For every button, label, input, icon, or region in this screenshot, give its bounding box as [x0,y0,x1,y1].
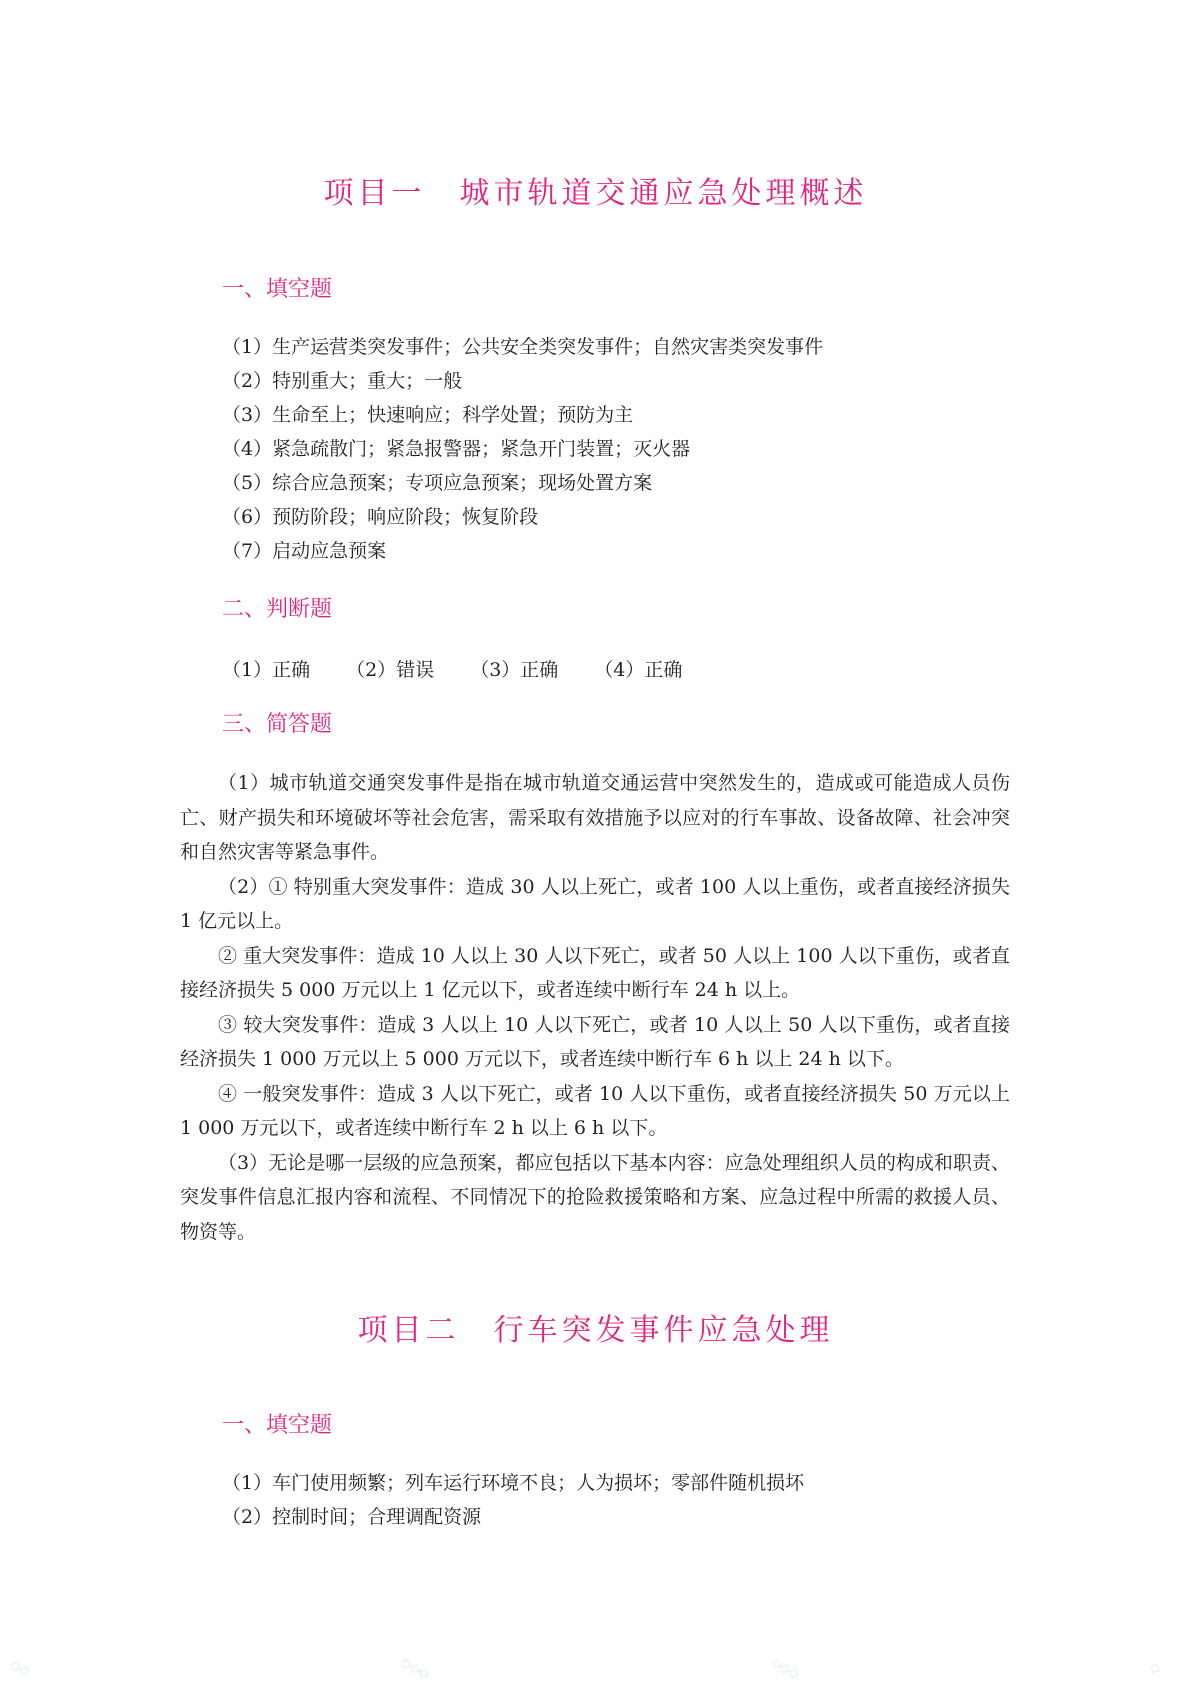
watermark-mark: ◇◇◇ [768,1654,802,1683]
judge-answer: （1）正确 [222,659,311,681]
p1-section3-title: 三、简答题 [222,712,333,737]
list-item: （2）控制时间；合理调配资源 [222,1506,482,1528]
list-item: （7）启动应急预案 [222,540,387,562]
list-item: （3）生命至上；快速响应；科学处置；预防为主 [222,404,634,426]
p1-judge-answers [222,655,718,682]
list-item: （1）车门使用频繁；列车运行环境不良；人为损坏；零部件随机损坏 [222,1472,805,1494]
p2-section1-title: 一、填空题 [222,1413,333,1438]
answer-paragraph: （2）① 特别重大突发事件：造成 30 人以上死亡，或者 100 人以上重伤，或者直接经济损失 1 亿元以上。 [180,875,1010,932]
answer-paragraph: ④ 一般突发事件：造成 3 人以下死亡，或者 10 人以下重伤，或者直接经济损失 50 万元以上 1 000 万元以下，或者连续中断行车 2 h 以上 6 h 以下。 [180,1082,1010,1139]
list-item: （6）预防阶段；响应阶段；恢复阶段 [222,506,539,528]
p2-fill-blank-list [222,1466,804,1534]
watermark-mark: ◇ [1147,1659,1163,1678]
list-item: （5）综合应急预案；专项应急预案；现场处置方案 [222,472,653,494]
project2-title: 项目二 行车突发事件应急处理 [357,1313,834,1348]
p1-section2-title: 二、判断题 [222,597,333,622]
list-item: （2）特别重大；重大；一般 [222,370,463,392]
watermark-mark: ◇◇◇ [398,1654,432,1683]
answer-paragraph: ② 重大突发事件：造成 10 人以上 30 人以下死亡，或者 50 人以上 100 人以下重伤，或者直接经济损失 5 000 万元以上 1 亿元以下，或者连续中断行车 24 h 以上。 [180,944,1010,1001]
p1-fill-blank-list [222,330,823,568]
judge-answer: （2）错误 [346,659,435,681]
project1-title: 项目一 城市轨道交通应急处理概述 [323,176,868,211]
answer-paragraph: （3）无论是哪一层级的应急预案，都应包括以下基本内容：应急处理组织人员的构成和职责、突发事件信息汇报内容和流程、不同情况下的抢险救援策略和方案、应急过程中所需的救援人员、物资等。 [180,1151,1010,1243]
judge-answer: （4）正确 [594,659,683,681]
answer-paragraph: ③ 较大突发事件：造成 3 人以上 10 人以下死亡，或者 10 人以上 50 人以下重伤，或者直接经济损失 1 000 万元以上 5 000 万元以下，或者连续中断行车 6 h 以上 24 h 以下。 [180,1013,1010,1070]
p1-section1-title: 一、填空题 [222,277,333,302]
p1-short-answer-block [180,766,1010,1249]
list-item: （1）生产运营类突发事件；公共安全类突发事件；自然灾害类突发事件 [222,336,824,358]
list-item: （4）紧急疏散门；紧急报警器；紧急开门装置；灭火器 [222,438,691,460]
answer-paragraph: （1）城市轨道交通突发事件是指在城市轨道交通运营中突然发生的，造成或可能造成人员伤亡、财产损失和环境破坏等社会危害，需采取有效措施予以应对的行车事故、设备故障、社会冲突和自然灾害等紧急事件。 [180,772,1010,863]
watermark-mark: ◇◇ [7,1657,33,1680]
judge-answer: （3）正确 [470,659,559,681]
